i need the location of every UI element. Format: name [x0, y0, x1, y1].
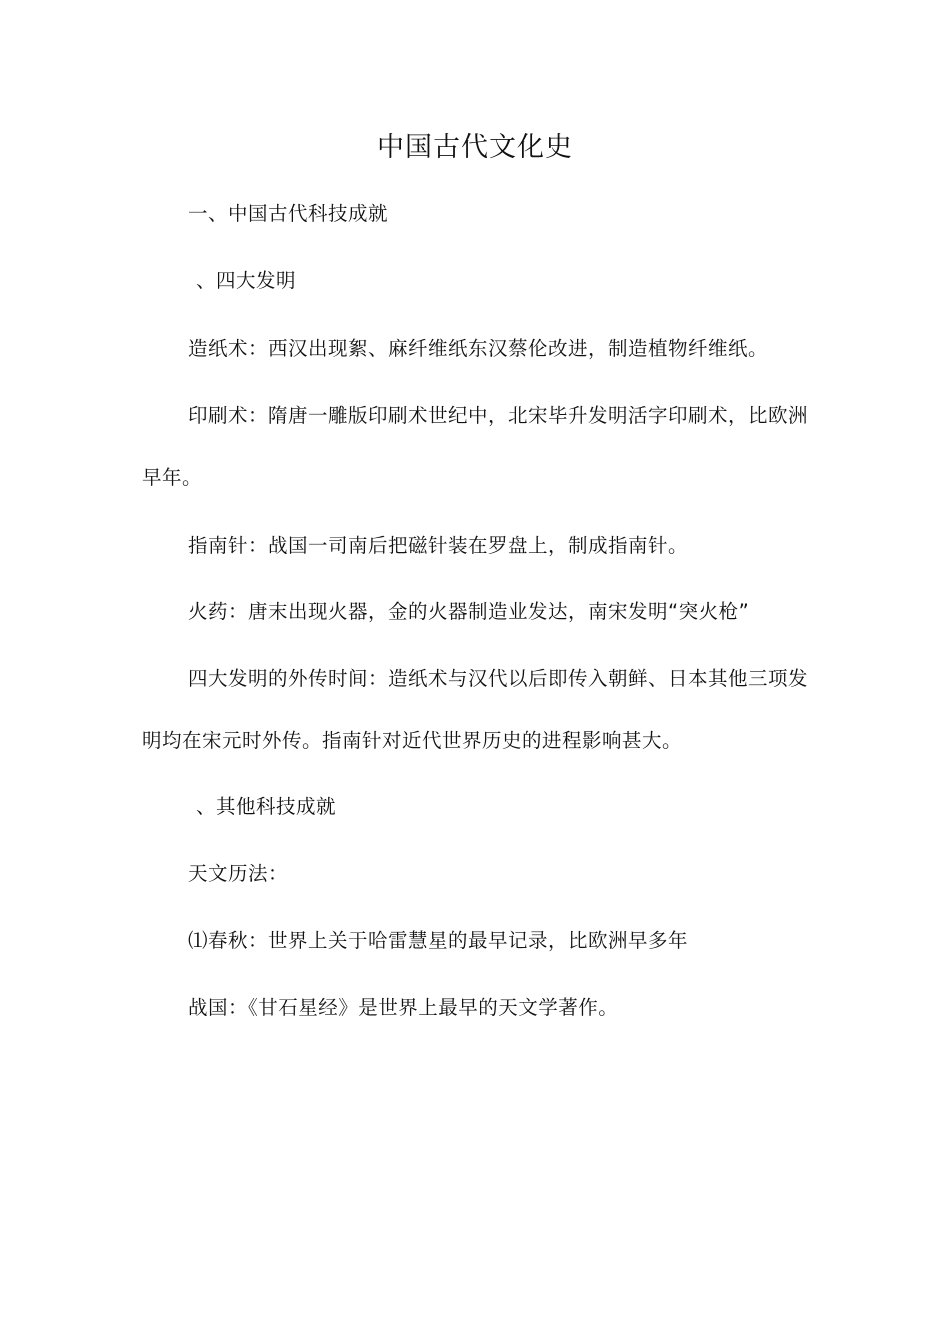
paragraph-compass: 指南针：战国一司南后把磁针装在罗盘上，制成指南针。: [188, 534, 689, 557]
paragraph-astronomy-heading: 天文历法：: [188, 862, 289, 885]
paragraph-gunpowder: 火药：唐末出现火器，金的火器制造业发达，南宋发明“突火枪”: [188, 600, 750, 623]
paragraph-warring-states: 战国：《甘石星经》是世界上最早的天文学著作。: [188, 996, 619, 1019]
paragraph-spread-continued: 明均在宋元时外传。指南针对近代世界历史的进程影响甚大。: [142, 729, 683, 752]
paragraph-spread: 四大发明的外传时间：造纸术与汉代以后即传入朝鲜、日本其他三项发: [188, 667, 809, 690]
paragraph-printing-continued: 早年。: [142, 466, 203, 489]
subsection-heading-four-inventions: 、四大发明: [196, 269, 297, 292]
paragraph-papermaking: 造纸术：西汉出现絮、麻纤维纸东汉蔡伦改进，制造植物纤维纸。: [188, 337, 769, 360]
subsection-heading-other-achievements: 、其他科技成就: [196, 795, 337, 818]
section-heading-1: 一、中国古代科技成就: [188, 202, 389, 225]
paragraph-printing: 印刷术：隋唐一雕版印刷术世纪中，北宋毕升发明活字印刷术，比欧洲: [188, 404, 809, 427]
document-title: 中国古代文化史: [377, 132, 573, 163]
paragraph-spring-autumn: ⑴春秋：世界上关于哈雷慧星的最早记录，比欧洲早多年: [188, 929, 689, 952]
